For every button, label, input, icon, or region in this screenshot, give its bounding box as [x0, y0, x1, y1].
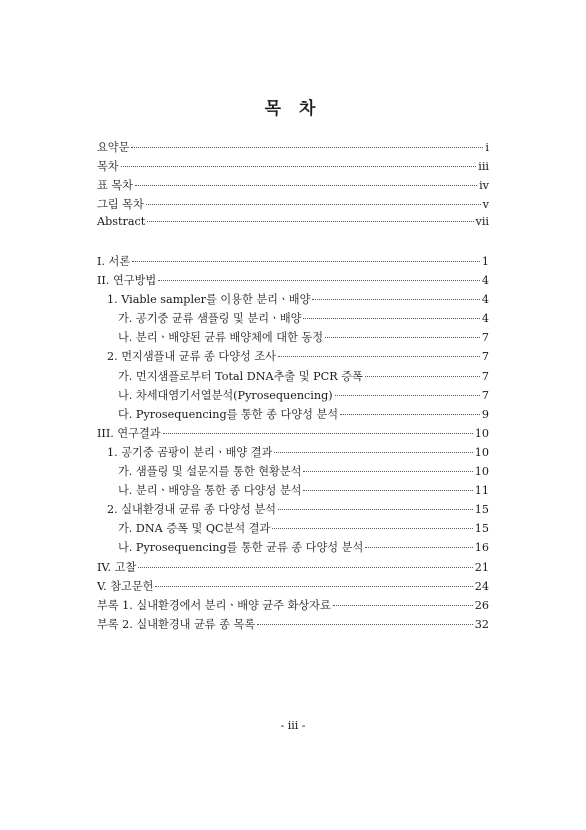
dot-leader: [272, 528, 472, 529]
toc-entry-label: 1. Viable sampler를 이용한 분리ㆍ배양: [107, 293, 311, 307]
toc-entry-page: 7: [481, 369, 489, 383]
toc-entry-label: 가. 샘플링 및 설문지를 통한 현황분석: [118, 465, 302, 479]
dot-leader: [163, 433, 473, 434]
toc-entry-label: 가. 공기중 균류 샘플링 및 분리ㆍ배양: [118, 312, 302, 326]
dot-leader: [340, 414, 480, 415]
toc-entry-page: v: [482, 198, 489, 212]
toc-entry: [97, 215, 489, 234]
dot-leader: [135, 185, 477, 186]
dot-leader: [146, 204, 481, 205]
toc-entry: [97, 329, 489, 348]
toc-entry: [97, 559, 489, 578]
toc-entry-page: 15: [474, 503, 489, 517]
toc-entry-label: I. 서론: [97, 255, 131, 268]
dot-leader: [278, 356, 480, 357]
toc-entry-label: II. 연구방법: [97, 274, 157, 288]
toc-entry-label: Abstract: [97, 215, 146, 229]
toc-entry-page: iv: [479, 179, 489, 193]
toc-entry-label: 2. 실내환경내 균류 종 다양성 분석: [107, 503, 276, 517]
toc-entry: [97, 253, 489, 272]
toc-entry: [97, 196, 489, 215]
dot-leader: [325, 337, 480, 338]
toc-entry: [97, 368, 489, 387]
dot-leader: [333, 605, 473, 606]
dot-leader: [335, 395, 480, 396]
toc-entry: [97, 272, 489, 291]
toc-entry-label: 1. 공기중 곰팡이 분리ㆍ배양 결과: [107, 445, 273, 459]
toc-entry: [97, 406, 489, 425]
toc-entry-label: 그림 목차: [97, 198, 144, 212]
toc-entry-label: IV. 고찰: [97, 560, 137, 574]
toc-entry-label: 나. Pyrosequencing를 통한 균류 종 다양성 분석: [118, 541, 364, 555]
dot-leader: [147, 221, 473, 222]
toc-entry-page: 7: [481, 331, 489, 345]
dot-leader: [365, 376, 480, 377]
toc-entry-page: 24: [474, 579, 489, 593]
toc-entry-label: 가. 먼지샘플로부터 Total DNA추출 및 PCR 증폭: [118, 369, 363, 383]
toc-entry-page: 10: [474, 426, 489, 440]
toc-entry: [97, 578, 489, 597]
toc-entry: [97, 597, 489, 616]
toc-entry-page: 9: [481, 407, 489, 421]
toc-entry: [97, 463, 489, 482]
dot-leader: [257, 624, 473, 625]
toc-chapters: [97, 253, 489, 635]
toc-entry-page: 4: [481, 312, 489, 326]
toc-entry-label: 가. DNA 증폭 및 QC분석 결과: [118, 522, 271, 536]
toc-entry-label: 표 목차: [97, 179, 133, 193]
toc-entry-page: 21: [474, 560, 489, 574]
toc-entry-label: 나. 차세대염기서열분석(Pyrosequencing): [118, 388, 333, 402]
dot-leader: [312, 299, 479, 300]
toc-entry-page: 32: [474, 617, 489, 631]
toc-entry: [97, 539, 489, 558]
toc-entry: [97, 444, 489, 463]
toc-entry-page: 4: [481, 274, 489, 288]
dot-leader: [121, 166, 477, 167]
page-title: 목 차: [264, 99, 322, 119]
toc-entry: [97, 177, 489, 196]
toc-entry-page: 16: [474, 541, 489, 555]
toc-entry-page: 26: [474, 598, 489, 612]
dot-leader: [138, 567, 472, 568]
dot-leader: [303, 490, 472, 491]
toc-entry-label: 목차: [97, 160, 119, 174]
toc-entry-page: i: [485, 141, 489, 154]
toc-entry-label: 나. 분리ㆍ배양을 통한 종 다양성 분석: [118, 484, 302, 498]
toc-entry-label: III. 연구결과: [97, 426, 161, 440]
toc-entry-page: 15: [474, 522, 489, 536]
dot-leader: [274, 452, 472, 453]
toc-entry-page: 7: [481, 388, 489, 402]
toc-entry: [97, 291, 489, 310]
dot-leader: [158, 280, 480, 281]
toc-entry: [97, 348, 489, 367]
toc-entry-page: vii: [475, 215, 489, 229]
dot-leader: [155, 586, 472, 587]
toc-entry-page: 11: [474, 484, 489, 498]
toc-entry-page: 10: [474, 465, 489, 479]
dot-leader: [365, 547, 472, 548]
dot-leader: [303, 471, 472, 472]
toc-entry: [97, 616, 489, 635]
dot-leader: [132, 261, 480, 262]
toc-entry: [97, 139, 489, 158]
dot-leader: [303, 318, 479, 319]
toc-entry-label: 부록 1. 실내환경에서 분리ㆍ배양 균주 화상자료: [97, 598, 331, 612]
toc-entry: [97, 501, 489, 520]
toc-entry-page: iii: [478, 160, 489, 174]
toc-entry: [97, 520, 489, 539]
toc-entry: [97, 425, 489, 444]
toc-entry-label: 요약문: [97, 141, 130, 154]
toc-entry: [97, 158, 489, 177]
dot-leader: [131, 147, 483, 148]
dot-leader: [278, 509, 473, 510]
toc-entry-page: 4: [481, 293, 489, 307]
toc-entry-page: 10: [474, 445, 489, 459]
page-number-footer: - iii -: [280, 719, 306, 732]
toc-entry: [97, 387, 489, 406]
toc-entry-page: 7: [481, 350, 489, 364]
toc-entry-label: 다. Pyrosequencing를 통한 종 다양성 분석: [118, 407, 339, 421]
toc-entry-page: 1: [481, 255, 489, 268]
toc-entry-label: 나. 분리ㆍ배양된 균류 배양체에 대한 동정: [118, 331, 324, 345]
toc-entry-label: 부록 2. 실내환경내 균류 종 목록: [97, 617, 256, 631]
toc-entry-label: V. 참고문헌: [97, 579, 154, 593]
toc-entry: [97, 310, 489, 329]
toc-entry-label: 2. 먼지샘플내 균류 종 다양성 조사: [107, 350, 276, 364]
toc-front-matter: [97, 139, 489, 234]
toc-entry: [97, 482, 489, 501]
